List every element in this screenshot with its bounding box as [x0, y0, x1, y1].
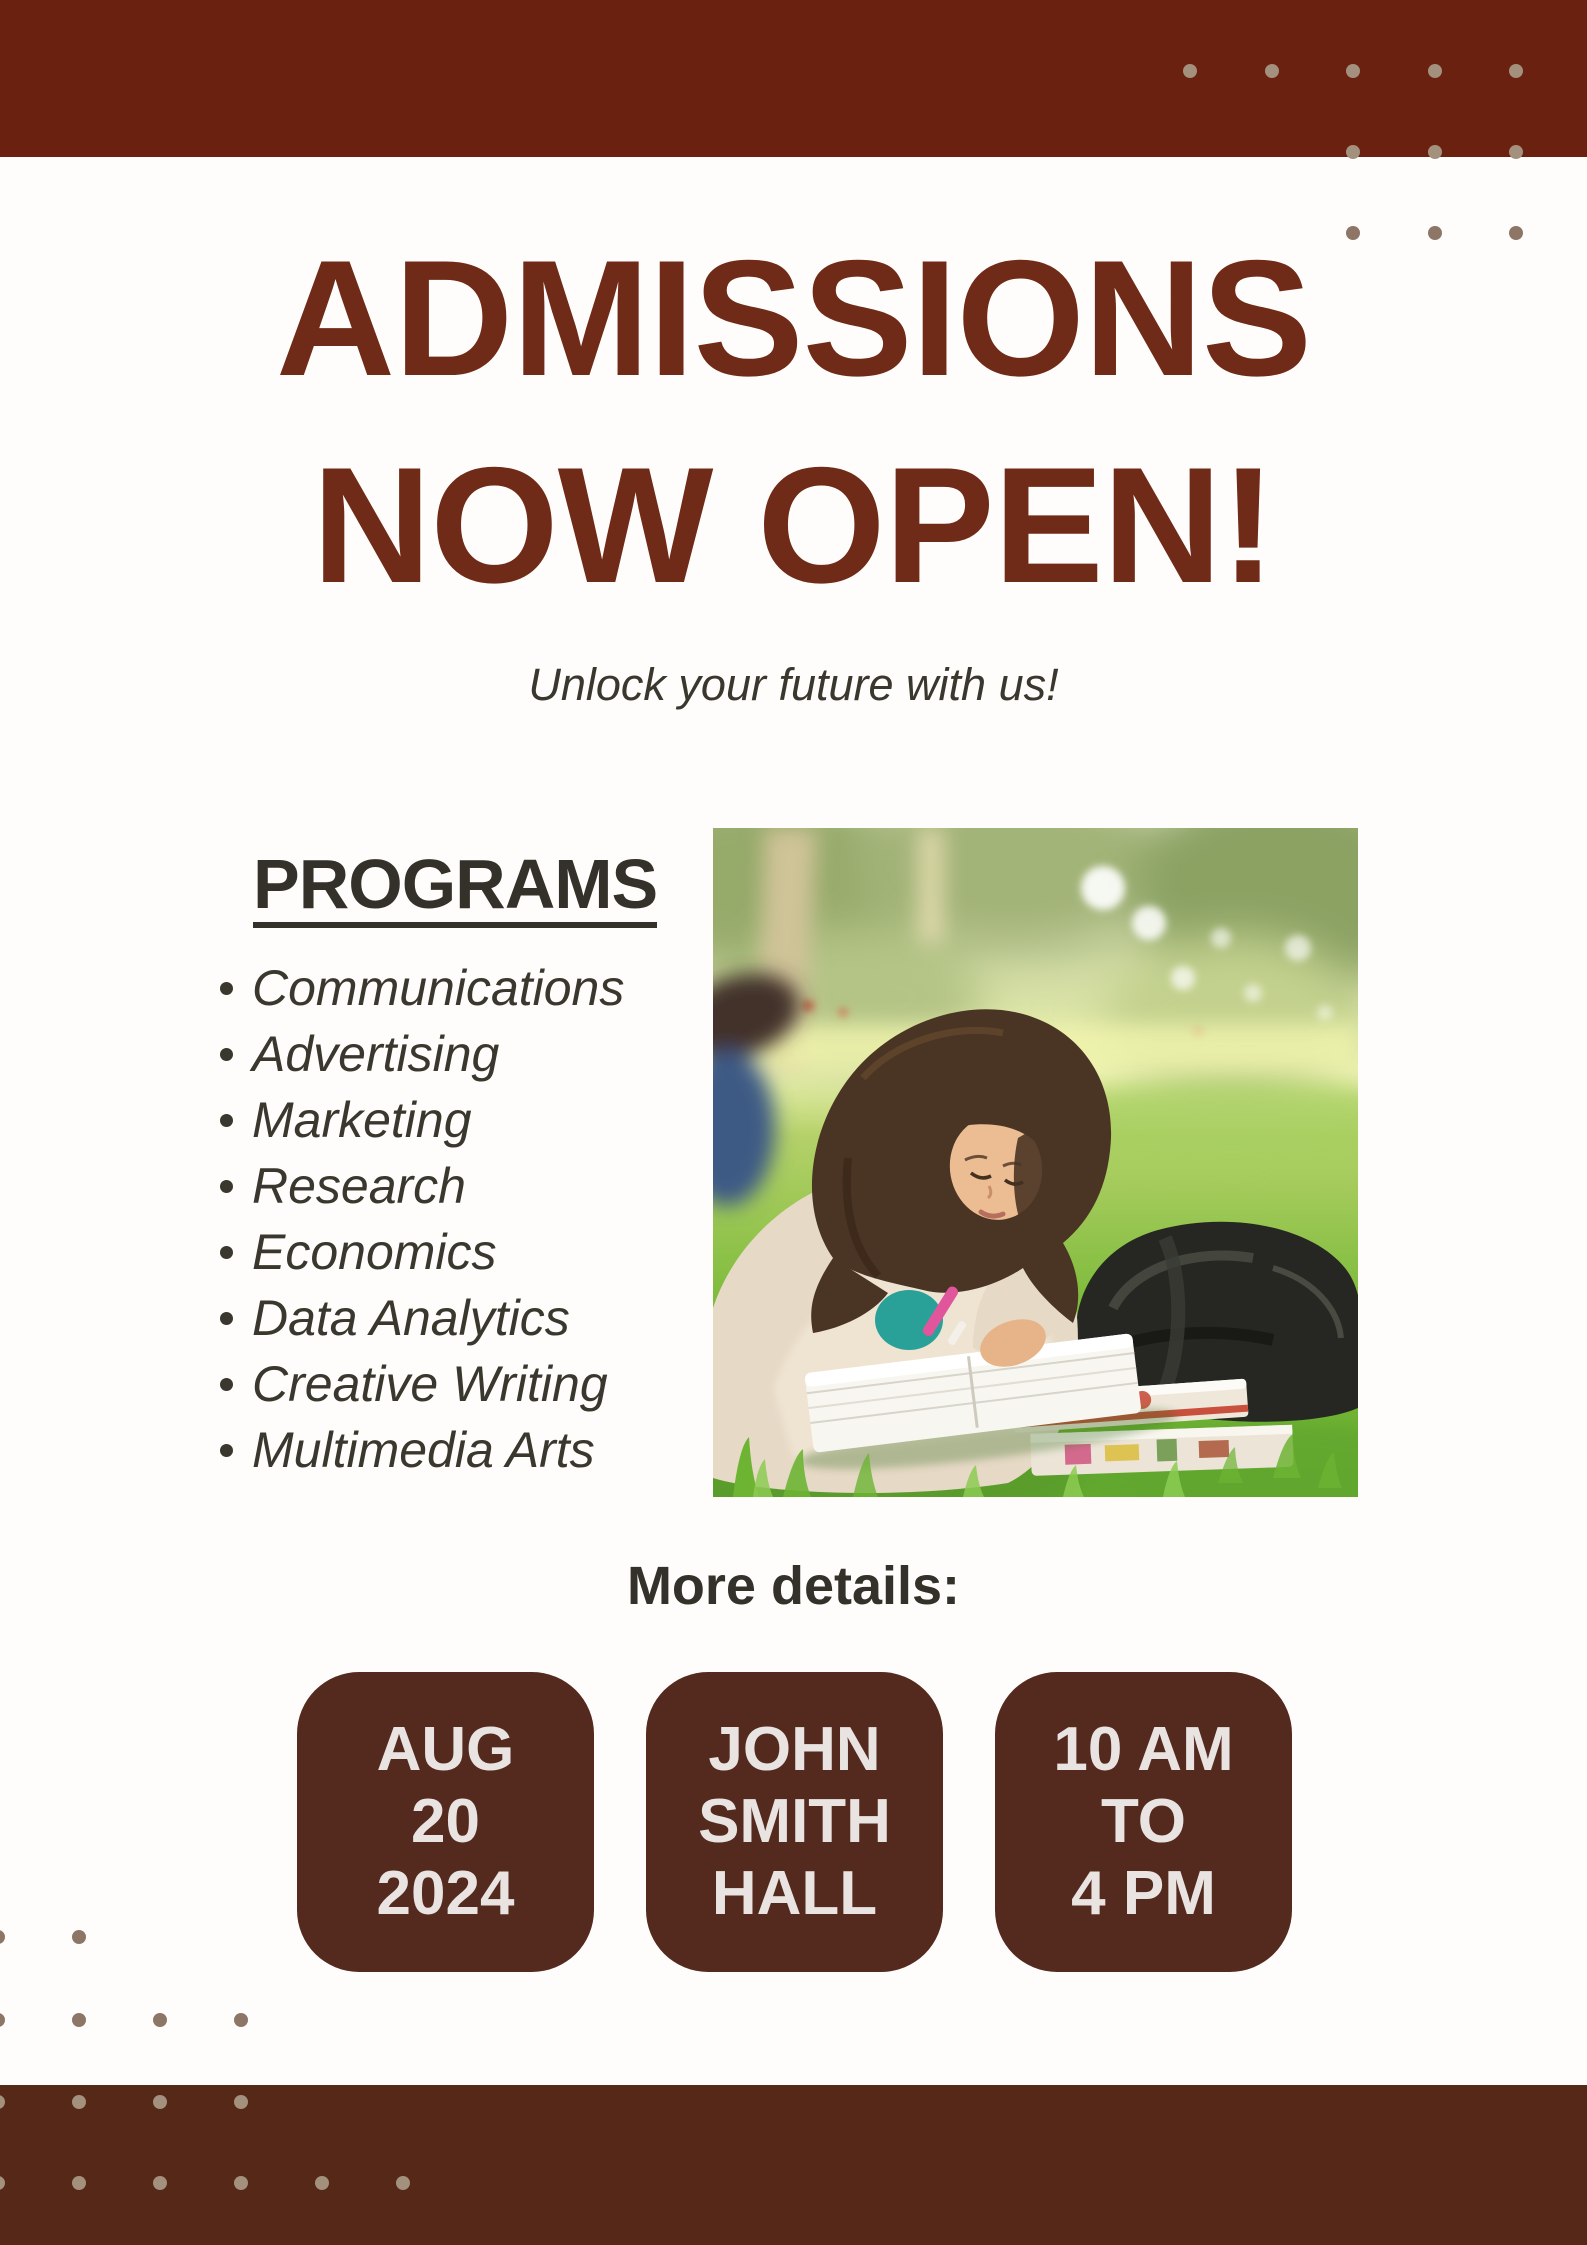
programs-heading: PROGRAMS [253, 848, 657, 928]
venue-card-line: SMITH [698, 1787, 891, 1856]
campus-photo [713, 828, 1358, 1497]
program-item-label: Research [252, 1158, 466, 1214]
program-item [220, 1021, 624, 1087]
venue-card [646, 1672, 943, 1972]
program-item-label: Creative Writing [252, 1356, 608, 1412]
title-line-1: ADMISSIONS [275, 226, 1312, 410]
date-card-line: 2024 [376, 1859, 515, 1928]
decor-dot [0, 2013, 5, 2027]
program-item [220, 1087, 624, 1153]
programs-list [220, 955, 624, 1483]
date-card [297, 1672, 594, 1972]
decor-dot [0, 1930, 5, 1944]
bottom-banner [0, 2085, 1587, 2245]
program-item-label: Communications [252, 960, 625, 1016]
program-item [220, 955, 624, 1021]
program-item [220, 1219, 624, 1285]
date-card-line: 20 [411, 1787, 480, 1856]
bullet-icon [220, 1048, 233, 1061]
program-item-label: Economics [252, 1224, 497, 1280]
subtitle: Unlock your future with us! [528, 659, 1059, 710]
program-item [220, 1285, 624, 1351]
campus-photo-illustration [713, 828, 1358, 1497]
time-card [995, 1672, 1292, 1972]
bullet-icon [220, 1312, 233, 1325]
date-card-line: AUG [376, 1715, 515, 1784]
bullet-icon [220, 982, 233, 995]
program-item [220, 1351, 624, 1417]
more-details-heading: More details: [626, 1556, 961, 1616]
program-item-label: Data Analytics [252, 1290, 570, 1346]
program-item [220, 1417, 624, 1483]
decor-dot [72, 1930, 86, 1944]
decor-dot [234, 2013, 248, 2027]
time-card-line: 4 PM [1071, 1859, 1216, 1928]
decor-dot [153, 2013, 167, 2027]
title-line-2: NOW OPEN! [312, 433, 1275, 617]
bullet-icon [220, 1246, 233, 1259]
program-item-label: Marketing [252, 1092, 472, 1148]
program-item [220, 1153, 624, 1219]
bullet-icon [220, 1114, 233, 1127]
venue-card-line: HALL [711, 1859, 878, 1928]
time-card-line: 10 AM [1053, 1715, 1234, 1784]
bullet-icon [220, 1180, 233, 1193]
details-cards [297, 1672, 1292, 1972]
program-item-label: Advertising [252, 1026, 500, 1082]
top-banner [0, 0, 1587, 157]
venue-card-line: JOHN [708, 1715, 881, 1784]
bullet-icon [220, 1444, 233, 1457]
page-title [0, 215, 1587, 629]
decor-dot [72, 2013, 86, 2027]
program-item-label: Multimedia Arts [252, 1422, 595, 1478]
bullet-icon [220, 1378, 233, 1391]
time-card-line: TO [1101, 1787, 1186, 1856]
